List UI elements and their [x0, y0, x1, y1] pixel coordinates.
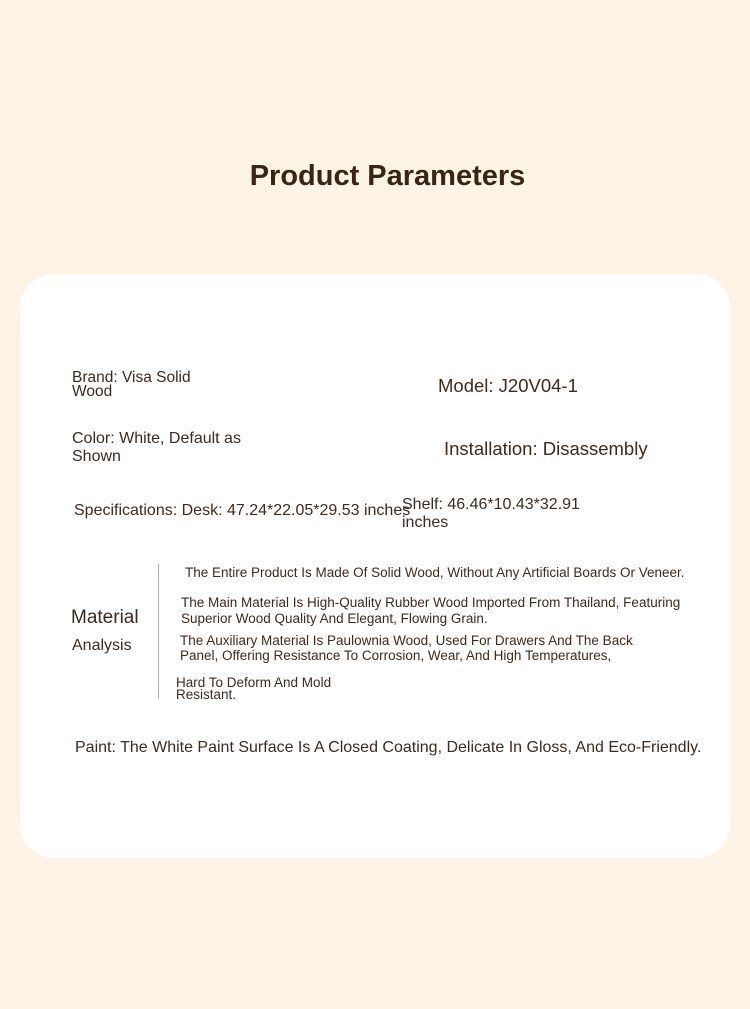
paint-description: Paint: The White Paint Surface Is A Closed Coating, Delicate In Gloss, And Eco-Friendly.: [75, 739, 702, 756]
material-heading: Material: [71, 607, 139, 628]
page-title: Product Parameters: [249, 160, 526, 192]
material-point-mold-resistant: Hard To Deform And Mold Resistant.: [176, 675, 332, 702]
spec-shelf-param: Shelf: 46.46*10.43*32.91 inches: [402, 496, 580, 531]
spec-desk-param: Specifications: Desk: 47.24*22.05*29.53 inches: [74, 502, 411, 519]
material-point-paulownia-wood: The Auxiliary Material Is Paulownia Wood, Used For Drawers And The Back Panel, Offering Resistance To Corrosion, Wear, And High Temperatures,: [180, 633, 633, 663]
installation-param: Installation: Disassembly: [444, 438, 648, 459]
model-param: Model: J20V04-1: [438, 375, 578, 396]
color-param: Color: White, Default as Shown: [72, 430, 241, 465]
material-subheading: Analysis: [72, 637, 132, 654]
material-point-solid-wood: The Entire Product Is Made Of Solid Wood, Without Any Artificial Boards Or Veneer.: [185, 565, 685, 580]
material-point-rubber-wood: The Main Material Is High-Quality Rubber Wood Imported From Thailand, Featuring Superior Wood Quality And Elegant, Flowing Grain.: [181, 595, 681, 626]
material-divider: [158, 564, 159, 699]
brand-param: Brand: Visa Solid Wood: [72, 369, 191, 400]
